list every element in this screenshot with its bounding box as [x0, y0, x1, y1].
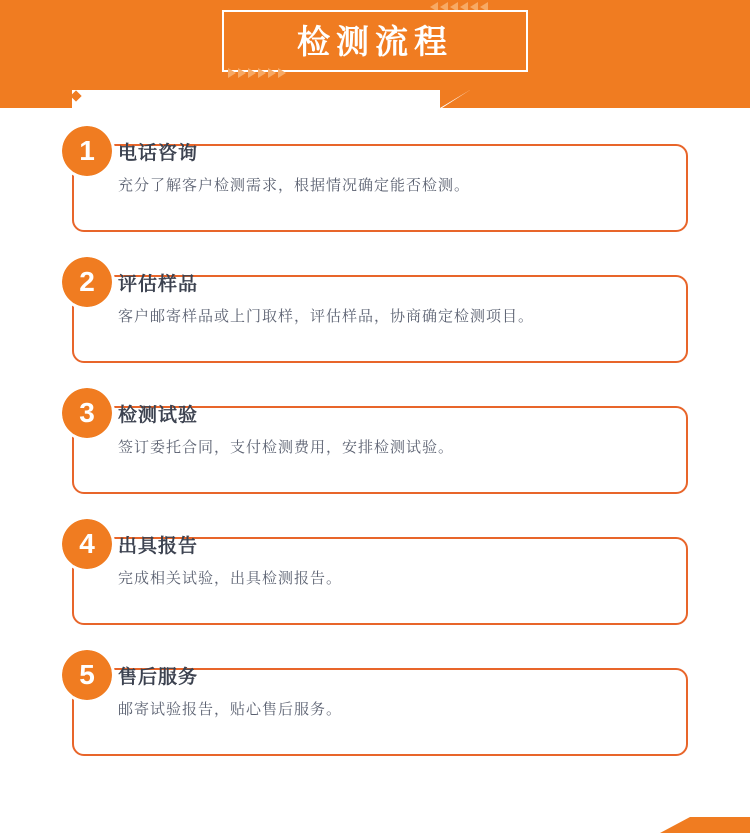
list-item: [0, 257, 750, 373]
list-item: [0, 519, 750, 635]
footer-accent-band: [0, 817, 750, 833]
step-content: [118, 533, 678, 590]
step-number-badge: 5: [62, 650, 112, 700]
step-content: [118, 140, 678, 197]
triangle-right-icon: [228, 68, 236, 78]
step-title: 检测试验: [118, 405, 199, 426]
step-title: 出具报告: [118, 536, 199, 557]
step-title: 电话咨询: [118, 143, 199, 164]
band-notch: [72, 90, 470, 108]
page-header: [0, 0, 750, 90]
step-description: 邮寄试验报告，贴心售后服务。: [118, 700, 343, 718]
step-number-badge: 4: [62, 519, 112, 569]
list-item: [0, 126, 750, 242]
step-description: 完成相关试验，出具检测报告。: [118, 569, 343, 587]
step-title: 评估样品: [118, 274, 199, 295]
triangle-right-icon: [248, 68, 256, 78]
list-item: [0, 388, 750, 504]
page-title: 检测流程: [297, 22, 453, 60]
triangle-right-icon: [258, 68, 266, 78]
triangle-right-icon: [268, 68, 276, 78]
list-item: [0, 650, 750, 766]
step-description: 充分了解客户检测需求，根据情况确定能否检测。: [118, 176, 471, 194]
step-content: [118, 271, 678, 328]
step-description: 签订委托合同，支付检测费用，安排检测试验。: [118, 438, 455, 456]
process-step-list: [0, 108, 750, 766]
step-description: 客户邮寄样品或上门取样，评估样品，协商确定检测项目。: [118, 307, 535, 325]
step-number-badge: 3: [62, 388, 112, 438]
step-content: [118, 664, 678, 721]
header-accent-band: [0, 90, 750, 108]
step-number-badge: 2: [62, 257, 112, 307]
step-number-badge: 1: [62, 126, 112, 176]
title-frame: [222, 10, 528, 72]
step-title: 售后服务: [118, 667, 199, 688]
triangle-right-icon: [278, 68, 286, 78]
footer-notch: [0, 817, 690, 833]
band-triangle-icon: [440, 90, 470, 108]
arrow-marks-bottom-left: [228, 68, 286, 78]
step-content: [118, 402, 678, 459]
triangle-right-icon: [238, 68, 246, 78]
